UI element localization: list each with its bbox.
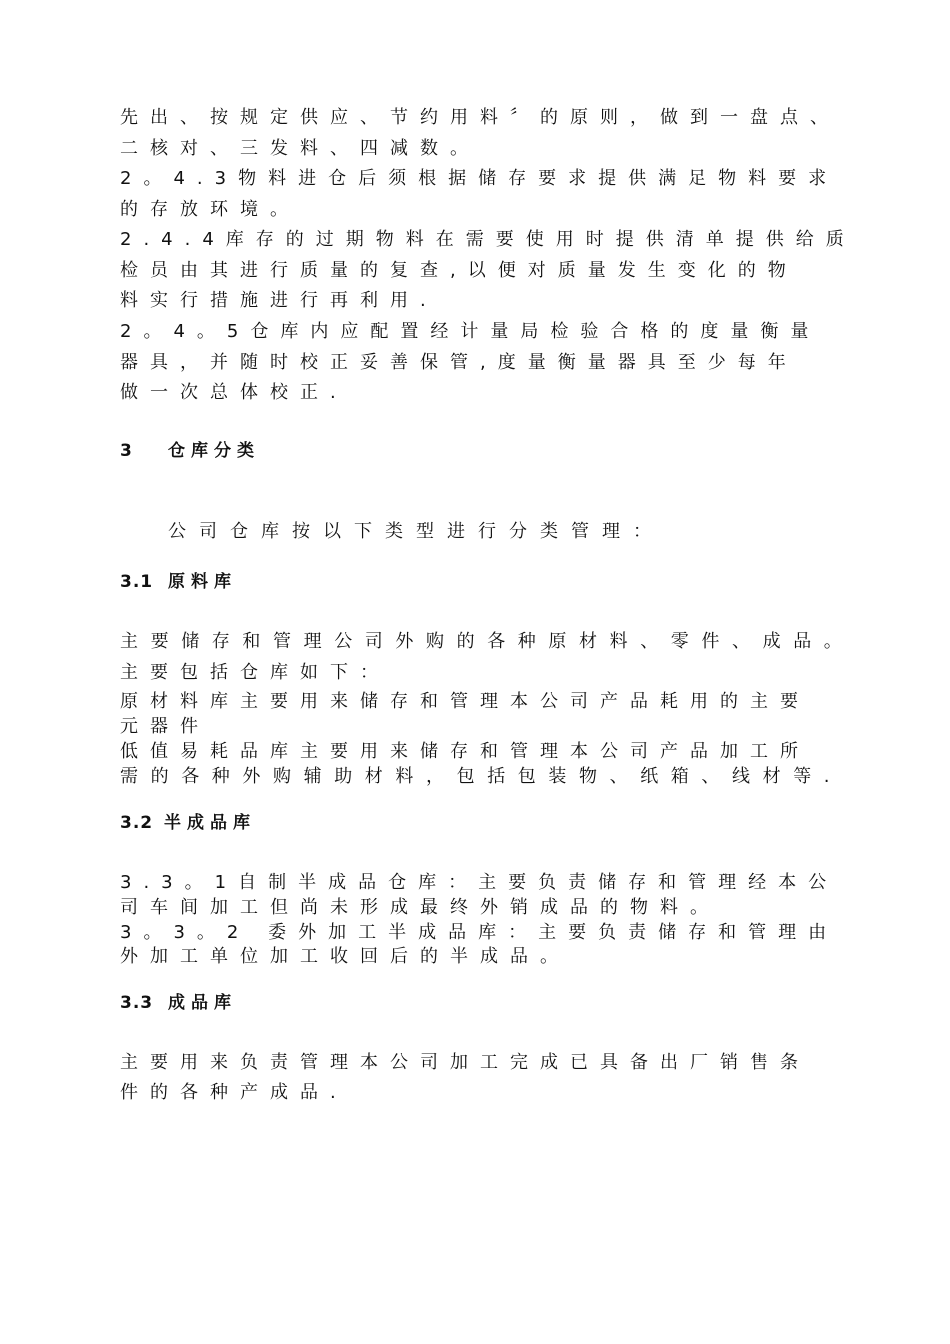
subsection-heading bbox=[120, 571, 237, 593]
section-heading bbox=[120, 440, 260, 462]
subsection-number: 3.3 bbox=[120, 993, 154, 1013]
paragraph-line: 检员由其进行质量的复查,以便对质量发生变化的物 bbox=[120, 260, 798, 281]
section-title: 仓库分类 bbox=[168, 441, 260, 461]
section-intro: 公司仓库按以下类型进行分类管理： bbox=[168, 521, 664, 542]
subsection-number: 3.1 bbox=[120, 572, 154, 592]
paragraph-line: 外加工单位加工收回后的半成品。 bbox=[120, 946, 570, 967]
paragraph-line: 主要储存和管理公司外购的各种原材料、零件、成品。 bbox=[120, 631, 855, 652]
paragraph-line: 件的各种产成品. bbox=[120, 1082, 348, 1103]
paragraph-line: 2。4.3物料进仓后须根据储存要求提供满足物料要求 bbox=[120, 168, 839, 189]
subsection-title: 成品库 bbox=[168, 993, 237, 1013]
paragraph-line: 低值易耗品库主要用来储存和管理本公司产品加工所 bbox=[120, 741, 810, 762]
paragraph-line: 3。3。2 委外加工半成品库：主要负责储存和管理由 bbox=[120, 922, 839, 943]
paragraph-line: 2。4。5仓库内应配置经计量局检验合格的度量衡量 bbox=[120, 321, 821, 342]
paragraph-line: 原材料库主要用来储存和管理本公司产品耗用的主要 bbox=[120, 691, 810, 712]
paragraph-line: 料实行措施进行再利用. bbox=[120, 290, 438, 311]
subsection-heading bbox=[120, 992, 237, 1014]
subsection-title: 半成品库 bbox=[164, 813, 256, 833]
paragraph-line: 3.3。1自制半成品仓库：主要负责储存和管理经本公 bbox=[120, 872, 839, 893]
paragraph-line: 主要用来负责管理本公司加工完成已具备出厂销售条 bbox=[120, 1052, 810, 1073]
subsection-heading bbox=[120, 812, 256, 834]
subsection-number: 3.2 bbox=[120, 813, 154, 833]
paragraph-line: 2.4.4库存的过期物料在需要使用时提供清单提供给质 bbox=[120, 229, 856, 250]
paragraph-line: 先出、按规定供应、节约用料〞的原则，做到一盘点、 bbox=[120, 107, 840, 128]
paragraph-line: 的存放环境。 bbox=[120, 199, 300, 220]
paragraph-line: 器具，并随时校正妥善保管,度量衡量器具至少每年 bbox=[120, 352, 798, 373]
subsection-title: 原料库 bbox=[168, 572, 237, 592]
section-number: 3 bbox=[120, 441, 133, 461]
paragraph-line: 司车间加工但尚未形成最终外销成品的物料。 bbox=[120, 897, 720, 918]
paragraph-line: 二核对、三发料、四减数。 bbox=[120, 138, 480, 159]
paragraph-line: 做一次总体校正. bbox=[120, 382, 348, 403]
paragraph-line: 主要包括仓库如下： bbox=[120, 662, 390, 683]
paragraph-line: 元器件 bbox=[120, 716, 210, 737]
paragraph-line: 需的各种外购辅助材料，包括包装物、纸箱、线材等. bbox=[120, 766, 843, 787]
